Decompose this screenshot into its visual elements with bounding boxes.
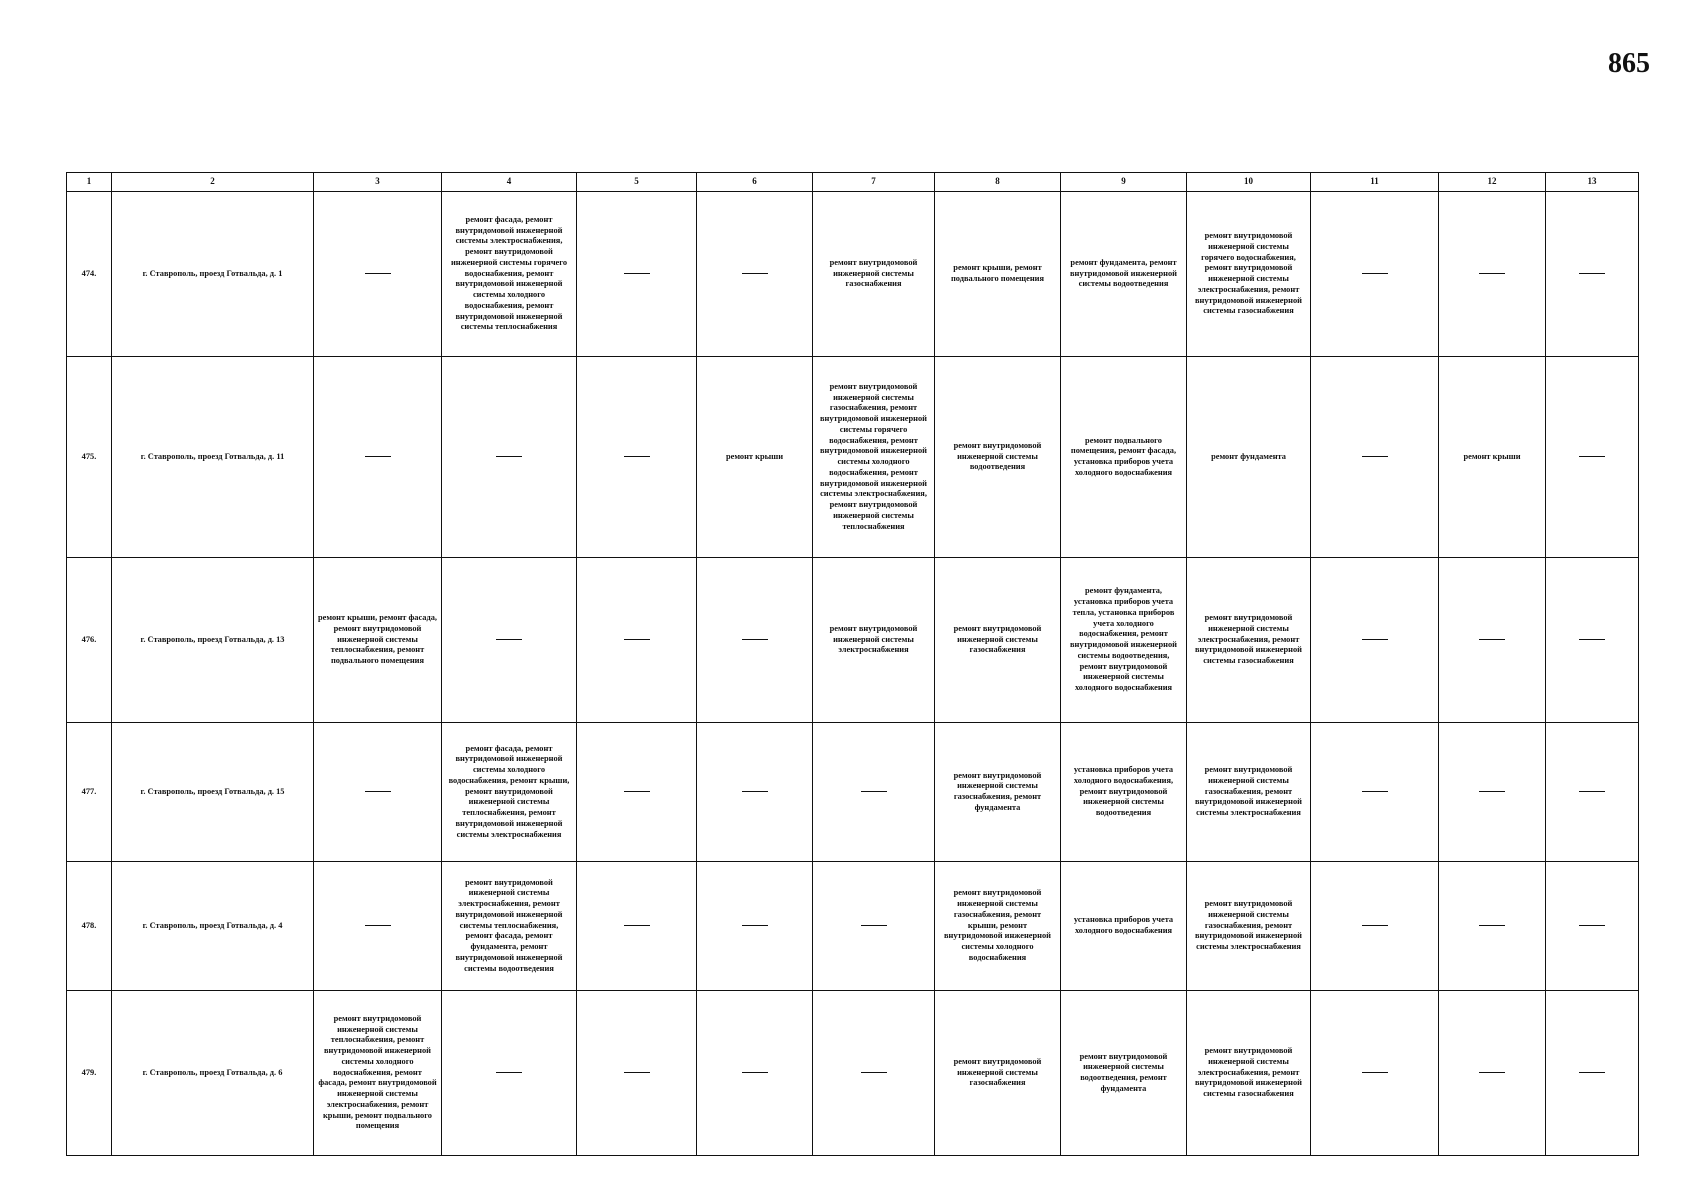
empty-dash xyxy=(1579,639,1605,640)
cell xyxy=(1439,862,1546,991)
empty-dash xyxy=(496,456,522,457)
empty-dash xyxy=(742,791,768,792)
cell xyxy=(1311,558,1439,723)
empty-dash xyxy=(1362,925,1388,926)
cell: установка приборов учета холодного водоснабжения, ремонт внутридомовой инженерной системы водоотведения xyxy=(1061,723,1187,862)
cell: ремонт внутридомовой инженерной системы водоотведения, ремонт фундамента xyxy=(1061,991,1187,1156)
empty-dash xyxy=(624,1072,650,1073)
column-header: 3 xyxy=(314,173,442,192)
row-address: г. Ставрополь, проезд Готвальда, д. 1 xyxy=(112,192,314,357)
empty-dash xyxy=(365,925,391,926)
row-address: г. Ставрополь, проезд Готвальда, д. 11 xyxy=(112,357,314,558)
table-row xyxy=(67,357,1639,558)
cell: ремонт внутридомовой инженерной системы электроснабжения, ремонт внутридомовой инженерной системы газоснабжения xyxy=(1187,558,1311,723)
empty-dash xyxy=(365,273,391,274)
cell: ремонт крыши xyxy=(1439,357,1546,558)
row-number: 474. xyxy=(67,192,112,357)
empty-dash xyxy=(1579,273,1605,274)
cell: ремонт внутридомовой инженерной системы газоснабжения, ремонт крыши, ремонт внутридомовой инженерной системы холодного водоснабжения xyxy=(935,862,1061,991)
row-number: 478. xyxy=(67,862,112,991)
row-address: г. Ставрополь, проезд Готвальда, д. 13 xyxy=(112,558,314,723)
cell: ремонт крыши xyxy=(697,357,813,558)
column-header: 8 xyxy=(935,173,1061,192)
table-row xyxy=(67,558,1639,723)
cell xyxy=(813,991,935,1156)
cell xyxy=(697,558,813,723)
cell xyxy=(442,991,577,1156)
column-header: 11 xyxy=(1311,173,1439,192)
cell xyxy=(1546,862,1639,991)
cell xyxy=(314,357,442,558)
cell: ремонт внутридомовой инженерной системы электроснабжения xyxy=(813,558,935,723)
cell xyxy=(1311,723,1439,862)
cell: ремонт фасада, ремонт внутридомовой инженерной системы электроснабжения, ремонт внутридомовой инженерной системы горячего водоснабжения, ремонт внутридомовой инженерной системы холодного водоснабжения, ремонт внутридомовой инженерной системы теплоснабжения xyxy=(442,192,577,357)
empty-dash xyxy=(1579,791,1605,792)
cell: ремонт внутридомовой инженерной системы газоснабжения xyxy=(935,991,1061,1156)
cell xyxy=(1546,991,1639,1156)
empty-dash xyxy=(365,791,391,792)
cell xyxy=(1546,357,1639,558)
cell: ремонт крыши, ремонт подвального помещения xyxy=(935,192,1061,357)
cell xyxy=(813,723,935,862)
empty-dash xyxy=(742,639,768,640)
row-address: г. Ставрополь, проезд Готвальда, д. 15 xyxy=(112,723,314,862)
empty-dash xyxy=(1579,1072,1605,1073)
cell: ремонт подвального помещения, ремонт фасада, установка приборов учета холодного водоснабжения xyxy=(1061,357,1187,558)
cell xyxy=(697,192,813,357)
column-header: 10 xyxy=(1187,173,1311,192)
empty-dash xyxy=(1579,925,1605,926)
row-address: г. Ставрополь, проезд Готвальда, д. 4 xyxy=(112,862,314,991)
empty-dash xyxy=(1362,1072,1388,1073)
header-row xyxy=(67,173,1639,192)
row-number: 477. xyxy=(67,723,112,862)
cell xyxy=(577,862,697,991)
column-header: 5 xyxy=(577,173,697,192)
cell: ремонт внутридомовой инженерной системы водоотведения xyxy=(935,357,1061,558)
cell xyxy=(1439,991,1546,1156)
cell: ремонт внутридомовой инженерной системы газоснабжения, ремонт внутридомовой инженерной системы электроснабжения xyxy=(1187,723,1311,862)
cell: ремонт фундамента, ремонт внутридомовой инженерной системы водоотведения xyxy=(1061,192,1187,357)
empty-dash xyxy=(742,273,768,274)
empty-dash xyxy=(861,1072,887,1073)
cell xyxy=(1546,558,1639,723)
row-number: 475. xyxy=(67,357,112,558)
row-number: 479. xyxy=(67,991,112,1156)
cell xyxy=(577,357,697,558)
empty-dash xyxy=(1362,639,1388,640)
cell xyxy=(577,723,697,862)
cell xyxy=(1439,192,1546,357)
row-address: г. Ставрополь, проезд Готвальда, д. 6 xyxy=(112,991,314,1156)
empty-dash xyxy=(624,639,650,640)
cell: ремонт внутридомовой инженерной системы газоснабжения, ремонт фундамента xyxy=(935,723,1061,862)
table-row xyxy=(67,862,1639,991)
cell: ремонт внутридомовой инженерной системы газоснабжения xyxy=(813,192,935,357)
table-row xyxy=(67,991,1639,1156)
empty-dash xyxy=(742,925,768,926)
column-header: 6 xyxy=(697,173,813,192)
cell xyxy=(1311,991,1439,1156)
cell xyxy=(577,558,697,723)
empty-dash xyxy=(1479,925,1505,926)
empty-dash xyxy=(1362,791,1388,792)
cell xyxy=(1546,723,1639,862)
empty-dash xyxy=(861,925,887,926)
cell: ремонт фундамента, установка приборов учета тепла, установка приборов учета холодного водоснабжения, ремонт внутридомовой инженерной системы водоотведения, ремонт внутридомовой инженерной системы холодного водоснабжения xyxy=(1061,558,1187,723)
empty-dash xyxy=(742,1072,768,1073)
empty-dash xyxy=(624,273,650,274)
cell: ремонт внутридомовой инженерной системы газоснабжения, ремонт внутридомовой инженерной системы горячего водоснабжения, ремонт внутридомовой инженерной системы холодного водоснабжения, ремонт внутридомовой инженерной системы электроснабжения, ремонт внутридомовой инженерной системы теплоснабжения xyxy=(813,357,935,558)
column-header: 12 xyxy=(1439,173,1546,192)
column-header: 7 xyxy=(813,173,935,192)
empty-dash xyxy=(1579,456,1605,457)
cell xyxy=(577,192,697,357)
cell: ремонт крыши, ремонт фасада, ремонт внутридомовой инженерной системы теплоснабжения, ремонт подвального помещения xyxy=(314,558,442,723)
repair-schedule-table xyxy=(66,172,1639,1156)
empty-dash xyxy=(624,925,650,926)
cell: ремонт внутридомовой инженерной системы газоснабжения xyxy=(935,558,1061,723)
column-header: 9 xyxy=(1061,173,1187,192)
empty-dash xyxy=(1479,1072,1505,1073)
empty-dash xyxy=(496,639,522,640)
cell xyxy=(1439,558,1546,723)
empty-dash xyxy=(496,1072,522,1073)
empty-dash xyxy=(1479,273,1505,274)
column-header: 2 xyxy=(112,173,314,192)
cell xyxy=(314,862,442,991)
empty-dash xyxy=(624,456,650,457)
empty-dash xyxy=(624,791,650,792)
cell xyxy=(1546,192,1639,357)
cell xyxy=(1311,192,1439,357)
cell: установка приборов учета холодного водоснабжения xyxy=(1061,862,1187,991)
empty-dash xyxy=(861,791,887,792)
cell: ремонт внутридомовой инженерной системы электроснабжения, ремонт внутридомовой инженерной системы теплоснабжения, ремонт фасада, ремонт фундамента, ремонт внутридомовой инженерной системы водоотведения xyxy=(442,862,577,991)
table-row xyxy=(67,723,1639,862)
column-header: 1 xyxy=(67,173,112,192)
cell xyxy=(577,991,697,1156)
page-number: 865 xyxy=(1608,48,1650,79)
cell: ремонт фундамента xyxy=(1187,357,1311,558)
table-row xyxy=(67,192,1639,357)
cell xyxy=(442,558,577,723)
empty-dash xyxy=(1362,273,1388,274)
cell xyxy=(314,192,442,357)
empty-dash xyxy=(1479,639,1505,640)
cell: ремонт фасада, ремонт внутридомовой инженерной системы холодного водоснабжения, ремонт крыши, ремонт внутридомовой инженерной системы теплоснабжения, ремонт внутридомовой инженерной системы электроснабжения xyxy=(442,723,577,862)
cell xyxy=(697,862,813,991)
row-number: 476. xyxy=(67,558,112,723)
cell xyxy=(697,723,813,862)
cell xyxy=(314,723,442,862)
cell xyxy=(813,862,935,991)
cell: ремонт внутридомовой инженерной системы электроснабжения, ремонт внутридомовой инженерной системы газоснабжения xyxy=(1187,991,1311,1156)
cell: ремонт внутридомовой инженерной системы горячего водоснабжения, ремонт внутридомовой инженерной системы электроснабжения, ремонт внутридомовой инженерной системы газоснабжения xyxy=(1187,192,1311,357)
cell xyxy=(1311,862,1439,991)
empty-dash xyxy=(1362,456,1388,457)
cell xyxy=(697,991,813,1156)
column-header: 13 xyxy=(1546,173,1639,192)
column-header: 4 xyxy=(442,173,577,192)
cell: ремонт внутридомовой инженерной системы теплоснабжения, ремонт внутридомовой инженерной системы холодного водоснабжения, ремонт фасада, ремонт внутридомовой инженерной системы электроснабжения, ремонт крыши, ремонт подвального помещения xyxy=(314,991,442,1156)
cell xyxy=(1311,357,1439,558)
cell: ремонт внутридомовой инженерной системы газоснабжения, ремонт внутридомовой инженерной системы электроснабжения xyxy=(1187,862,1311,991)
empty-dash xyxy=(365,456,391,457)
cell xyxy=(1439,723,1546,862)
empty-dash xyxy=(1479,791,1505,792)
cell xyxy=(442,357,577,558)
